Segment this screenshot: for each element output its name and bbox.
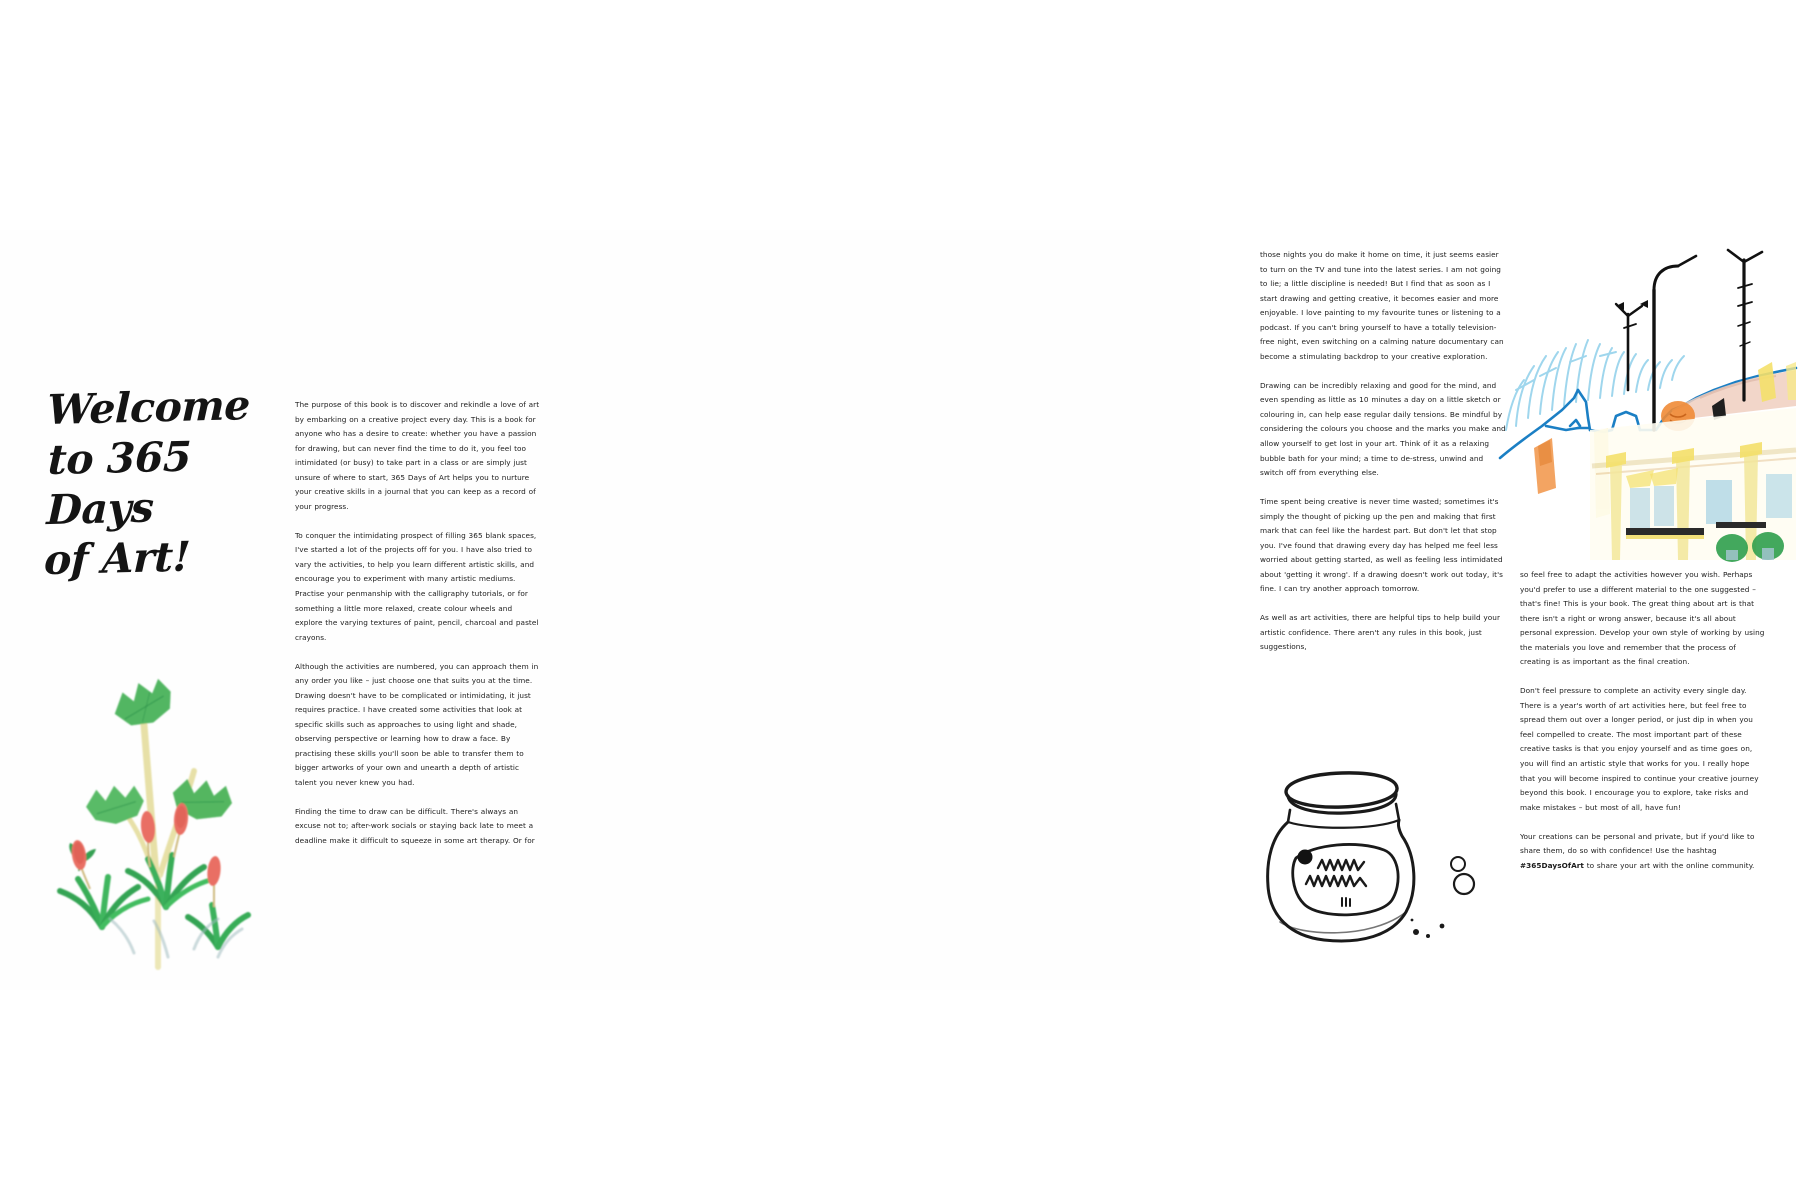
left-page [0,230,600,990]
body-column-right [1520,568,1767,873]
paragraph: Don't feel pressure to complete an activity every single day. There is a year's worth of art activities here, but feel free to spread them out over a longer period, or just dip in when you feel compelled to create. The most important part of these creative tasks is that you enjoy yourself and as time goes on, you will find an artistic style that works for you. I really hope that you will become inspired to continue your creative journey beyond this book. I encourage you to explore, take risks and make mistakes – but most of all, have fun! [1520,686,1759,812]
paragraph: To conquer the intimidating prospect of filling 365 blank spaces, I've started a lot of the projects off for you. I have also tried to vary the activities, to help you learn different artistic skills, and encourage you to experiment with many artistic mediums. Practise your penmanship with the calligraphy tutorials, or for something a little more relaxed, create colour wheels and explore the varying textures of paint, pencil, charcoal and pastel crayons. [295,530,539,642]
paragraph: so feel free to adapt the activities however you wish. Perhaps you'd prefer to use a different material to the one suggested – that's fine! This is your book. The great thing about art is that there isn't a right or wrong answer, because it's all about personal expression. Develop your own style of working by using the materials you love and remember that the process of creating is as important as the final creation. [1520,570,1765,667]
hashtag-trail-text: to share your art with the online community. [1583,860,1755,870]
page-title-line-2: to 365 Days [45,432,192,535]
paragraph: Drawing can be incredibly relaxing and good for the mind, and even spending as little as 10 minutes a day on a little sketch or colouring in, can help ease regular daily tensions. Be mindful by considering the colours you choose and the marks you make and allow yourself to get lost in your art. Think of it as a relaxing bubble bath for your mind; a time to de-stress, unwind and switch off from everything else. [1260,380,1506,478]
page-title [42,379,293,585]
page-title-line-1: Welcome [46,381,251,435]
paragraph: Although the activities are numbered, you can approach them in any order you like – just choose one that suits you at the time. Drawing doesn't have to be complicated or intimidating, it just requires practice. I have created some activities that look at specific skills such as approaches to using light and shade, observing perspective or learning how to draw a face. By practising these skills you'll soon be able to transfer them to bigger artworks of your own and unearth a depth of artistic talent you never knew you had. [295,661,539,787]
ink-jar-illustration [1260,760,1500,970]
hashtag-lead-text: Your creations can be personal and private, but if you'd like to share them, do so with confidence! Use the hashtag [1520,831,1755,856]
right-page [600,230,1765,990]
book-spread [0,230,1765,990]
paragraph: As well as art activities, there are helpful tips to help build your artistic confidence. There aren't any rules in this book, just suggestions, [1260,613,1501,652]
paragraph: The purpose of this book is to discover and rekindle a love of art by embarking on a creative project every day. This is a book for anyone who has a desire to create: whether you have a passion for drawing, but can never find the time to do it, you feel too intimidated (or busy) to take part in a class or are simply just unsure of where to start, 365 Days of Art helps you to nurture your creative skills in a journal that you can keep as a record of your progress. [295,400,540,511]
watercolour-plant-illustration [48,575,288,975]
body-column-center [1260,248,1507,655]
paragraph: those nights you do make it home on time, it just seems easier to turn on the TV and tune into the latest series. I am not going to lie; a little discipline is needed! But I find that as soon as I start drawing and getting creative, it becomes easier and more enjoyable. I love painting to my favourite tunes or listening to a podcast. If you can't bring yourself to have a totally television-free night, even switching on a calming nature documentary can become a stimulating backdrop to your creative exploration. [1260,250,1504,361]
page-title-line-3: of Art! [43,532,191,585]
body-column-left [295,398,542,848]
paragraph-with-hashtag [1520,830,1767,874]
hashtag: #365DaysOfArt [1520,860,1584,870]
paragraph: Time spent being creative is never time wasted; sometimes it's simply the thought of picking up the pen and making that first mark that can feel like the hardest part. But don't let that stop you. I've found that drawing every day has helped me feel less worried about getting started, as well as feeling less intimidated about 'getting it wrong'. If a drawing doesn't work out today, it's fine. I can try another approach tomorrow. [1260,496,1503,594]
paragraph: Finding the time to draw can be difficult. There's always an excuse not to; after-work socials or staying back late to meet a deadline make it difficult to squeeze in some art therapy. Or for [295,806,535,845]
street-scene-illustration [1500,230,1800,560]
